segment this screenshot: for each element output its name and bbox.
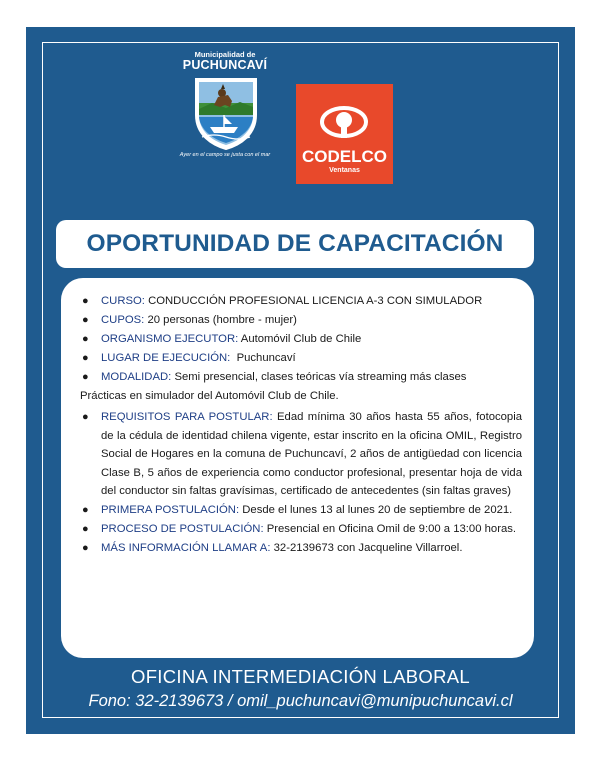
item-label: PROCESO DE POSTULACIÓN:	[101, 523, 264, 535]
title-banner	[56, 220, 534, 268]
footer-office-name: OFICINA INTERMEDIACIÓN LABORAL	[131, 666, 470, 687]
list-item-organismo	[80, 330, 522, 349]
bullet-icon: ●	[82, 295, 89, 307]
item-text: CONDUCCIÓN PROFESIONAL LICENCIA A-3 CON SIMULADOR	[144, 295, 483, 307]
list-item-curso	[80, 292, 522, 311]
municipality-shield-icon	[192, 75, 260, 151]
item-text: Semi presencial, clases teóricas vía streaming más clases	[171, 371, 467, 383]
municipality-small-text: Municipalidad de	[194, 50, 256, 59]
bullet-icon: ●	[82, 411, 89, 423]
list-item-proceso	[80, 520, 522, 539]
item-text: Edad mínima 30 años hasta 55 años, fotocopia de la cédula de identidad chilena vigente, estar inscrito en la oficina OMIL, Registro Social de Hogares en la comuna de Puchuncaví, 2 años de antigüedad con licencia Clase B, 5 años de experiencia como conductor profesional, presentar hoja de vida del conductor sin faltas gravísimas, certificado de antecedentes (sin faltas graves)	[101, 411, 522, 497]
footer-contact-info: Fono: 32-2139673 / omil_puchuncavi@munipuchuncavi.cl	[88, 692, 513, 710]
item-label: LUGAR DE EJECUCIÓN:	[101, 352, 231, 364]
bullet-icon: ●	[82, 314, 89, 326]
codelco-name: CODELCO	[302, 147, 387, 166]
list-item-primera-postulacion	[80, 501, 522, 520]
item-label: REQUISITOS PARA POSTULAR:	[101, 411, 273, 423]
list-item-modalidad	[80, 368, 522, 387]
item-label: MODALIDAD:	[101, 371, 172, 383]
list-item-requisitos	[80, 408, 522, 501]
item-label: PRIMERA POSTULACIÓN:	[101, 504, 240, 516]
list-item-modalidad-continuation: Prácticas en simulador del Automóvil Club de Chile.	[80, 389, 339, 402]
list-item-cupos	[80, 311, 522, 330]
municipality-motto: Ayer en el campo se justa con el mar	[179, 152, 271, 158]
item-label: CURSO:	[101, 295, 145, 307]
bullet-icon: ●	[82, 371, 89, 383]
municipality-logo	[170, 50, 280, 185]
item-text: Presencial en Oficina Omil de 9:00 a 13:00 horas.	[263, 523, 517, 535]
details-panel	[61, 278, 534, 658]
page-title: OPORTUNIDAD DE CAPACITACIÓN	[86, 230, 504, 257]
bullet-icon: ●	[82, 333, 89, 345]
list-item-mas-informacion	[80, 539, 522, 558]
item-label: MÁS INFORMACIÓN LLAMAR A:	[101, 542, 271, 554]
bullet-icon: ●	[82, 352, 89, 364]
item-text: Automóvil Club de Chile	[238, 333, 362, 345]
item-text: Desde el lunes 13 al lunes 20 de septiembre de 2021.	[239, 504, 513, 516]
item-label: CUPOS:	[101, 314, 145, 326]
item-text: Puchuncaví	[230, 352, 296, 364]
bullet-icon: ●	[82, 504, 89, 516]
municipality-name: PUCHUNCAVÍ	[182, 58, 268, 72]
item-text: 20 personas (hombre - mujer)	[144, 314, 297, 326]
municipality-logo-text	[170, 50, 280, 72]
codelco-division: Ventanas	[329, 167, 360, 174]
item-label: ORGANISMO EJECUTOR:	[101, 333, 239, 345]
bullet-icon: ●	[82, 523, 89, 535]
codelco-symbol-icon	[318, 104, 370, 140]
list-item-lugar	[80, 349, 522, 368]
codelco-logo	[296, 84, 393, 184]
item-text: 32-2139673 con Jacqueline Villarroel.	[270, 542, 463, 554]
bullet-icon: ●	[82, 542, 89, 554]
